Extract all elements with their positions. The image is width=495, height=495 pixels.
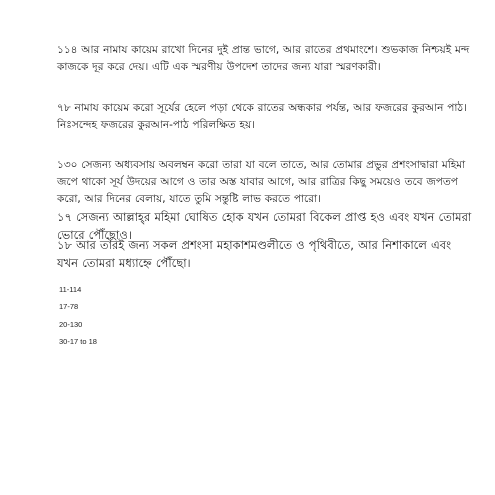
verse-paragraph-3: ১৩০ সেজন্য অধ্যবসায় অবলম্বন করো তারা যা বলে তাতে, আর তোমার প্রভুর প্রশংসাদ্বারা মহিমা জপে থাকো সূর্য উদয়ের আগে ও তার অস্ত যাবার আগে, আর রাত্রির কিছু সময়েও তবে জপতপ করো, আর দিনের বেলায়, যাতে তুমি সন্তুষ্টি লাভ করতে পারো। (57, 159, 466, 205)
verse-paragraph-4: ১৭ সেজন্য আল্লাহ্‌র মহিমা ঘোষিত হোক যখন তোমরা বিকেল প্রাপ্ত হও এবং যখন তোমরা ভোরে পৌঁছোও। (57, 210, 472, 242)
verse-paragraph-2: ৭৮ নামায কায়েম করো সূর্যের হেলে পড়া থেকে রাতের অন্ধকার পর্যন্ত, আর ফজরের কুরআন পাঠ। নিঃসন্দেহ ফজরের কুরআন-পাঠ পরিলক্ষিত হয়। (57, 102, 467, 131)
reference-item: 17-78 (59, 302, 79, 312)
reference-item: 20-130 (59, 319, 83, 329)
verse-paragraph-5: ১৮ আর তাঁরই জন্য সকল প্রশংসা মহাকাশমণ্ডলীতে ও পৃথিবীতে, আর নিশাকালে এবং যখন তোমরা মধ্যাহ্নে পৌঁছো। (57, 238, 452, 270)
verse-paragraph-1: ১১৪ আর নামায কায়েম রাখো দিনের দুই প্রান্ত ভাগে, আর রাতের প্রথমাংশে। শুভকাজ নিশ্চয়ই মন্দ কাজকে দূর করে দেয়। এটি এক স্মরণীয় উপদেশ তাদের জন্য যারা স্মরণকারী। (57, 44, 470, 73)
reference-item: 30-17 to 18 (59, 336, 97, 346)
reference-item: 11-114 (59, 285, 82, 294)
reference-list (59, 281, 97, 350)
